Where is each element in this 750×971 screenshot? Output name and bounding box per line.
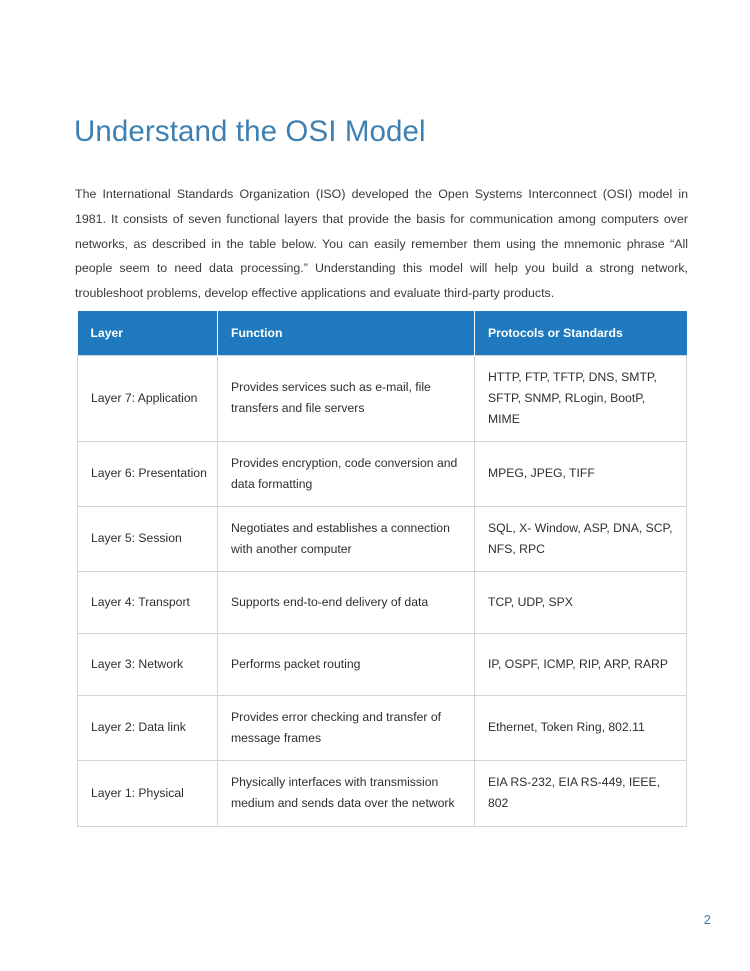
table-row — [78, 506, 687, 571]
table-row — [78, 695, 687, 760]
cell-layer: Layer 4: Transport — [78, 571, 218, 633]
table-row — [78, 571, 687, 633]
cell-function: Negotiates and establishes a connection with another computer — [218, 506, 475, 571]
cell-protocols: MPEG, JPEG, TIFF — [475, 441, 687, 506]
column-header-layer: Layer — [78, 311, 218, 355]
osi-model-table — [77, 311, 687, 827]
table-header — [78, 311, 687, 355]
cell-protocols: IP, OSPF, ICMP, RIP, ARP, RARP — [475, 633, 687, 695]
column-header-function: Function — [218, 311, 475, 355]
cell-layer: Layer 2: Data link — [78, 695, 218, 760]
cell-layer: Layer 3: Network — [78, 633, 218, 695]
cell-function: Provides encryption, code conversion and data formatting — [218, 441, 475, 506]
page-title: Understand the OSI Model — [74, 114, 426, 148]
cell-function: Physically interfaces with transmission medium and sends data over the network — [218, 760, 475, 826]
cell-protocols: EIA RS-232, EIA RS-449, IEEE, 802 — [475, 760, 687, 826]
cell-function: Performs packet routing — [218, 633, 475, 695]
cell-protocols: TCP, UDP, SPX — [475, 571, 687, 633]
table-row — [78, 355, 687, 441]
cell-function: Provides services such as e-mail, file transfers and file servers — [218, 355, 475, 441]
table-row — [78, 633, 687, 695]
table-row — [78, 760, 687, 826]
column-header-protocols: Protocols or Standards — [475, 311, 687, 355]
cell-function: Supports end-to-end delivery of data — [218, 571, 475, 633]
table-row — [78, 441, 687, 506]
page-number: 2 — [703, 912, 711, 927]
cell-protocols: SQL, X- Window, ASP, DNA, SCP, NFS, RPC — [475, 506, 687, 571]
cell-protocols: HTTP, FTP, TFTP, DNS, SMTP, SFTP, SNMP, RLogin, BootP, MIME — [475, 355, 687, 441]
cell-layer: Layer 6: Presentation — [78, 441, 218, 506]
table-header-row — [78, 311, 687, 355]
intro-paragraph: The International Standards Organization (ISO) developed the Open Systems Interconnect (OSI) model in 1981. It consists of seven functional layers that provide the basis for communication among computers over networks, as described in the table below. You can easily remember them using the mnemonic phrase “All people seem to need data processing.” Understanding this model will help you build a strong network, troubleshoot problems, develop effective applications and evaluate third-party products. — [75, 187, 688, 300]
cell-function: Provides error checking and transfer of message frames — [218, 695, 475, 760]
cell-layer: Layer 1: Physical — [78, 760, 218, 826]
cell-layer: Layer 5: Session — [78, 506, 218, 571]
cell-protocols: Ethernet, Token Ring, 802.11 — [475, 695, 687, 760]
table-body — [78, 355, 687, 826]
cell-layer: Layer 7: Application — [78, 355, 218, 441]
